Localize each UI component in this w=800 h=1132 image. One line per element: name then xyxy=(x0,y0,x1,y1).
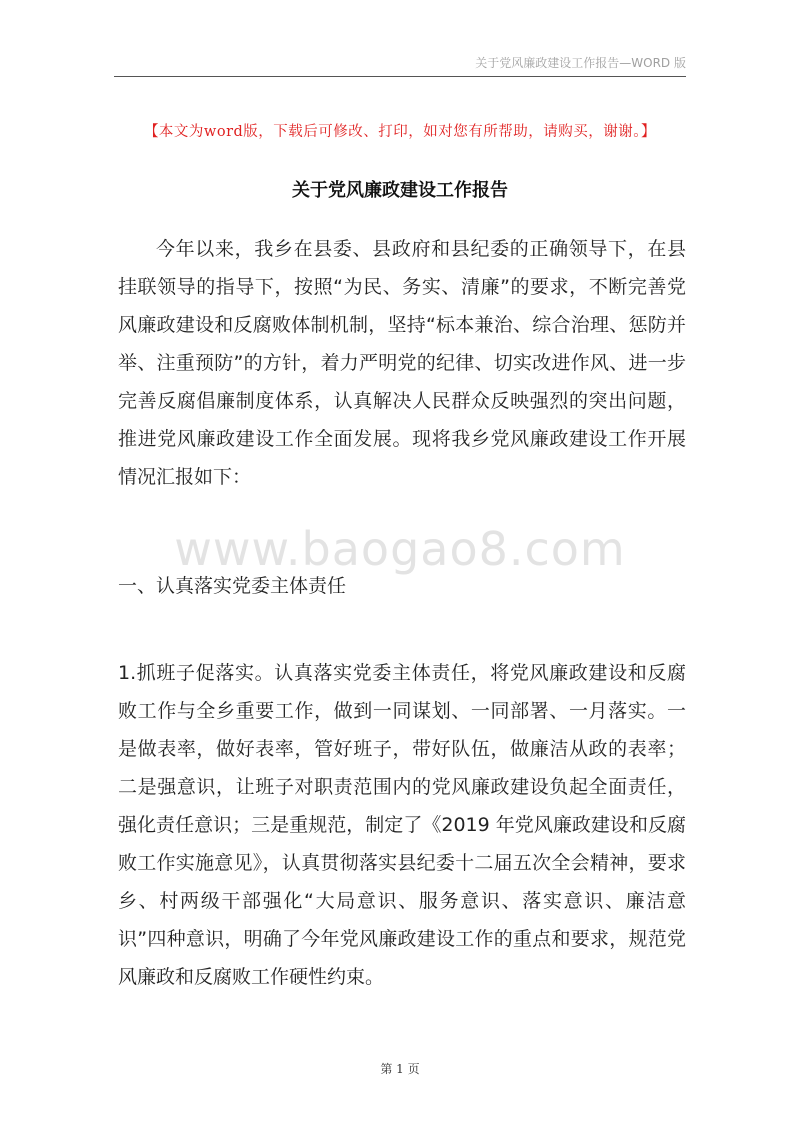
page-number: 第 1 页 xyxy=(380,1062,420,1076)
intro-paragraph: 今年以来，我乡在县委、县政府和县纪委的正确领导下，在县挂联领导的指导下，按照“为民、务实、清廉”的要求，不断完善党风廉政建设和反腐败体制机制，坚持“标本兼治、综合治理、惩防并举、注重预防”的方针，着力严明党的纪律、切实改进作风、进一步完善反腐倡廉制度体系，认真解决人民群众反映强烈的突出问题，推进党风廉政建设工作全面发展。现将我乡党风廉政建设工作开展情况汇报如下： xyxy=(118,238,686,488)
running-header: 关于党风廉政建设工作报告—WORD 版 xyxy=(475,56,686,70)
document-title: 关于党风廉政建设工作报告 xyxy=(292,180,508,201)
download-notice: 【本文为word版，下载后可修改、打印，如对您有所帮助，请购买，谢谢。】 xyxy=(143,124,657,140)
watermark: www.baogao8.com xyxy=(174,522,626,576)
body-paragraph: 1.抓班子促落实。认真落实党委主体责任，将党风廉政建设和反腐败工作与全乡重要工作，做到一同谋划、一同部署、一月落实。一是做表率，做好表率，管好班子，带好队伍，做廉洁从政的表率；二是强意识，让班子对职责范围内的党风廉政建设负起全面责任，强化责任意识；三是重规范，制定了《2019 年党风廉政建设和反腐败工作实施意见》，认真贯彻落实县纪委十二届五次全会精神，要求乡、村两级干部强化“大局意识、服务意识、落实意识、廉洁意识”四种意识，明确了今年党风廉政建设工作的重点和要求，规范党风廉政和反腐败工作硬性约束。 xyxy=(118,662,686,988)
section-heading: 一、认真落实党委主体责任 xyxy=(118,575,347,597)
header-divider xyxy=(114,76,686,77)
